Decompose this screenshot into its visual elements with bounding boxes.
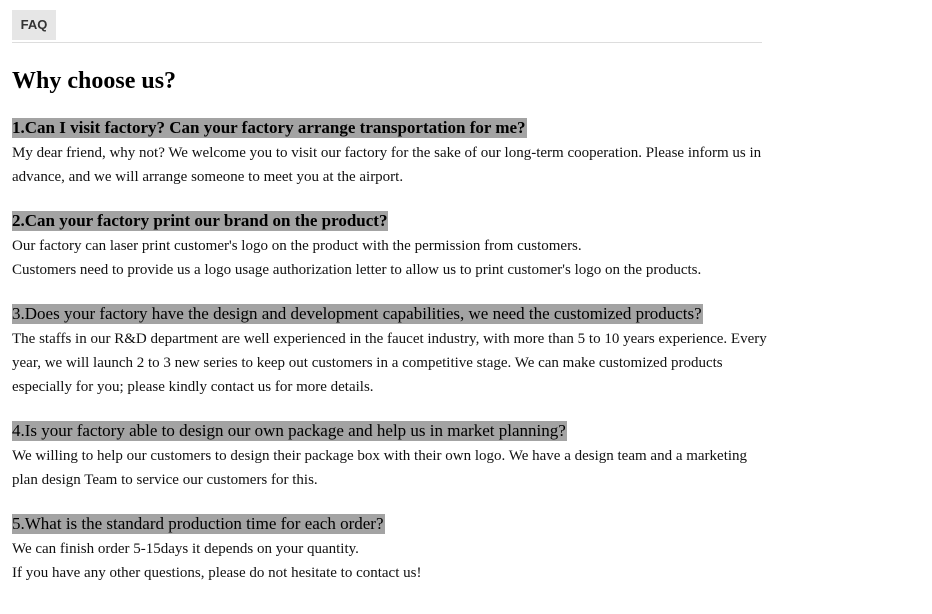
faq-answer [12,141,772,189]
faq-answer [12,537,772,585]
faq-question: 5.What is the standard production time for each order? [12,514,384,533]
faq-answer [12,444,772,492]
faq-content [12,64,772,585]
page-title: Why choose us? [12,68,177,94]
faq-answer [12,234,772,282]
faq-item-1 [12,117,772,189]
tab-faq[interactable]: FAQ [12,10,56,40]
faq-item-5 [12,513,772,585]
answer-paragraph: If you have any other questions, please do not hesitate to contact us! [12,565,422,581]
answer-paragraph: The staffs in our R&D department are well experienced in the faucet industry, with more than 5 to 10 years experience. Every year, we will launch 2 to 3 new series to keep out customers in a competitive stage. We can make customized products especially for you; please kindly contact us for more details. [12,331,767,395]
faq-question: 4.Is your factory able to design our own package and help us in market planning? [12,421,566,440]
tab-bar [12,0,762,43]
answer-paragraph: We can finish order 5-15days it depends on your quantity. [12,541,359,557]
faq-answer [12,327,772,399]
faq-question: 3.Does your factory have the design and development capabilities, we need the customized products? [12,304,702,323]
answer-paragraph: We willing to help our customers to design their package box with their own logo. We have a design team and a marketing plan design Team to service our customers for this. [12,448,748,488]
faq-item-4 [12,420,772,492]
answer-paragraph: My dear friend, why not? We welcome you to visit our factory for the sake of our long-term cooperation. Please inform us in advance, and we will arrange someone to meet you at the airport. [12,145,762,185]
answer-paragraph: Customers need to provide us a logo usage authorization letter to allow us to print customer's logo on the products. [12,262,702,278]
answer-paragraph: Our factory can laser print customer's logo on the product with the permission from customers. [12,238,582,254]
faq-item-2 [12,210,772,282]
faq-question: 1.Can I visit factory? Can your factory arrange transportation for me? [12,118,526,137]
faq-question: 2.Can your factory print our brand on the product? [12,211,388,230]
faq-item-3 [12,303,772,399]
